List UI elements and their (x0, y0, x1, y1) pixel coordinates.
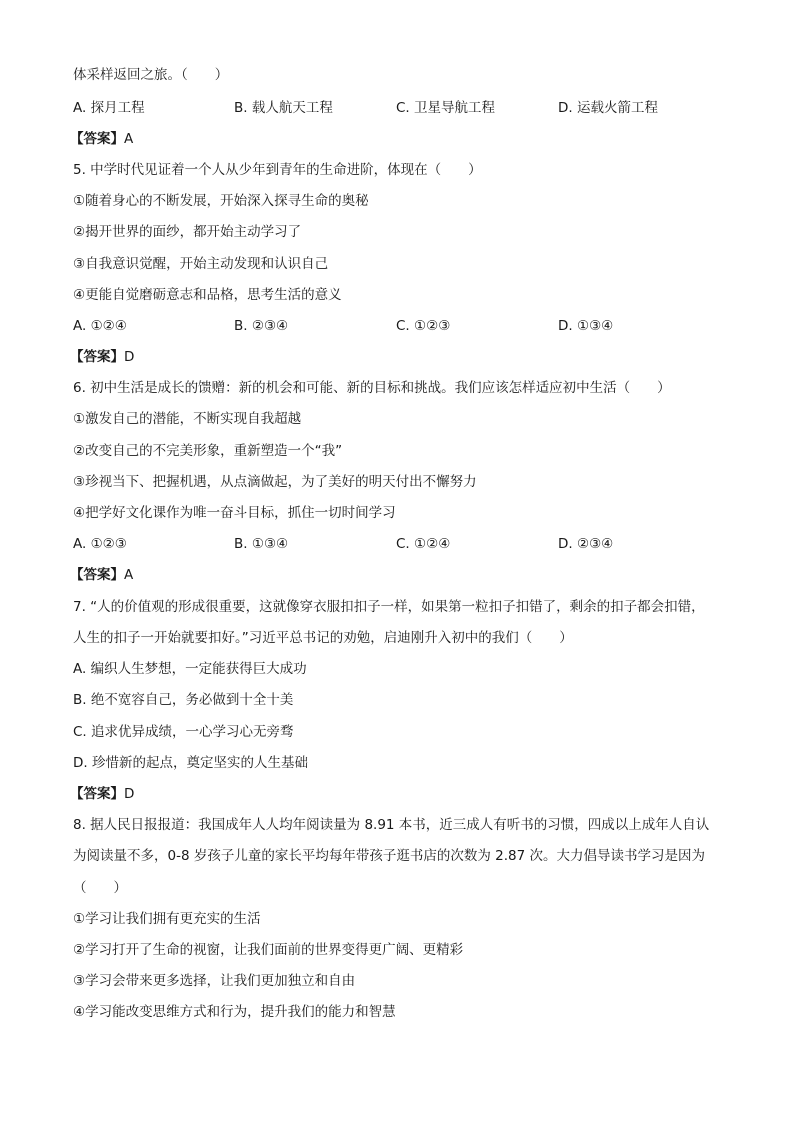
q8-stem-line-2: 为阅读量不多，0-8 岁孩子儿童的家长平均每年带孩子逛书店的次数为 2.87 次。大力倡导读书学习是因为 (73, 848, 705, 864)
answer-tag: 【答案】 (70, 131, 124, 147)
q6-option-b: B. ①③④ (234, 536, 289, 552)
answer-value: D (124, 786, 135, 802)
q5-item-4: ④更能自觉磨砺意志和品格，思考生活的意义 (73, 287, 342, 303)
q6-option-c: C. ①②④ (396, 536, 451, 552)
q7-option-b: B. 绝不宽容自己，务必做到十全十美 (73, 692, 294, 708)
q8-item-1: ①学习让我们拥有更充实的生活 (73, 911, 261, 927)
q5-answer (70, 348, 134, 366)
q7-option-c: C. 追求优异成绩，一心学习心无旁骛 (73, 724, 294, 740)
q6-item-1: ①激发自己的潜能，不断实现自我超越 (73, 411, 302, 427)
answer-tag: 【答案】 (70, 786, 124, 802)
q4-answer (70, 130, 133, 148)
q4-stem-tail: 体采样返回之旅。（ ） (73, 67, 229, 83)
q6-item-4: ④把学好文化课作为唯一奋斗目标，抓住一切时间学习 (73, 505, 396, 521)
q4-option-d: D. 运载火箭工程 (558, 100, 658, 116)
answer-tag: 【答案】 (70, 567, 124, 583)
q8-stem-line-1: 8. 据人民日报报道：我国成年人人均年阅读量为 8.91 本书，近三成人有听书的习惯，四成以上成年人自认 (73, 817, 710, 833)
q8-item-3: ③学习会带来更多选择，让我们更加独立和自由 (73, 973, 356, 989)
q5-option-d: D. ①③④ (558, 318, 614, 334)
q6-item-2: ②改变自己的不完美形象，重新塑造一个“我” (73, 443, 343, 459)
q6-answer (70, 566, 133, 584)
q4-option-b: B. 载人航天工程 (234, 100, 333, 116)
q5-option-c: C. ①②③ (396, 318, 451, 334)
q6-stem: 6. 初中生活是成长的馈赠：新的机会和可能、新的目标和挑战。我们应该怎样适应初中生活（ ） (73, 380, 671, 396)
q7-stem-line-2: 人生的扣子一开始就要扣好。”习近平总书记的劝勉，启迪刚升入初中的我们（ ） (73, 630, 573, 646)
q8-stem-line-3: （ ） (73, 880, 127, 896)
q5-option-a: A. ①②④ (73, 318, 127, 334)
q5-item-3: ③自我意识觉醒，开始主动发现和认识自己 (73, 256, 329, 272)
q6-option-a: A. ①②③ (73, 536, 127, 552)
answer-value: A (124, 131, 134, 147)
answer-value: A (124, 567, 134, 583)
q5-item-2: ②揭开世界的面纱，都开始主动学习了 (73, 224, 302, 240)
q6-option-d: D. ②③④ (558, 536, 614, 552)
q7-answer (70, 785, 134, 803)
q6-item-3: ③珍视当下、把握机遇，从点滴做起，为了美好的明天付出不懈努力 (73, 474, 477, 490)
q8-item-2: ②学习打开了生命的视窗，让我们面前的世界变得更广阔、更精彩 (73, 942, 464, 958)
q8-item-4: ④学习能改变思维方式和行为，提升我们的能力和智慧 (73, 1004, 396, 1020)
q7-stem-line-1: 7. “人的价值观的形成很重要，这就像穿衣服扣扣子一样，如果第一粒扣子扣错了，剩余的扣子都会扣错， (73, 599, 705, 615)
q4-option-c: C. 卫星导航工程 (396, 100, 496, 116)
q4-option-a: A. 探月工程 (73, 100, 145, 116)
answer-tag: 【答案】 (70, 349, 124, 365)
q5-option-b: B. ②③④ (234, 318, 289, 334)
q5-item-1: ①随着身心的不断发展，开始深入探寻生命的奥秘 (73, 193, 369, 209)
q5-stem: 5. 中学时代见证着一个人从少年到青年的生命进阶，体现在（ ） (73, 162, 482, 178)
q7-option-d: D. 珍惜新的起点，奠定坚实的人生基础 (73, 755, 308, 771)
q7-option-a: A. 编织人生梦想，一定能获得巨大成功 (73, 661, 307, 677)
answer-value: D (124, 349, 135, 365)
